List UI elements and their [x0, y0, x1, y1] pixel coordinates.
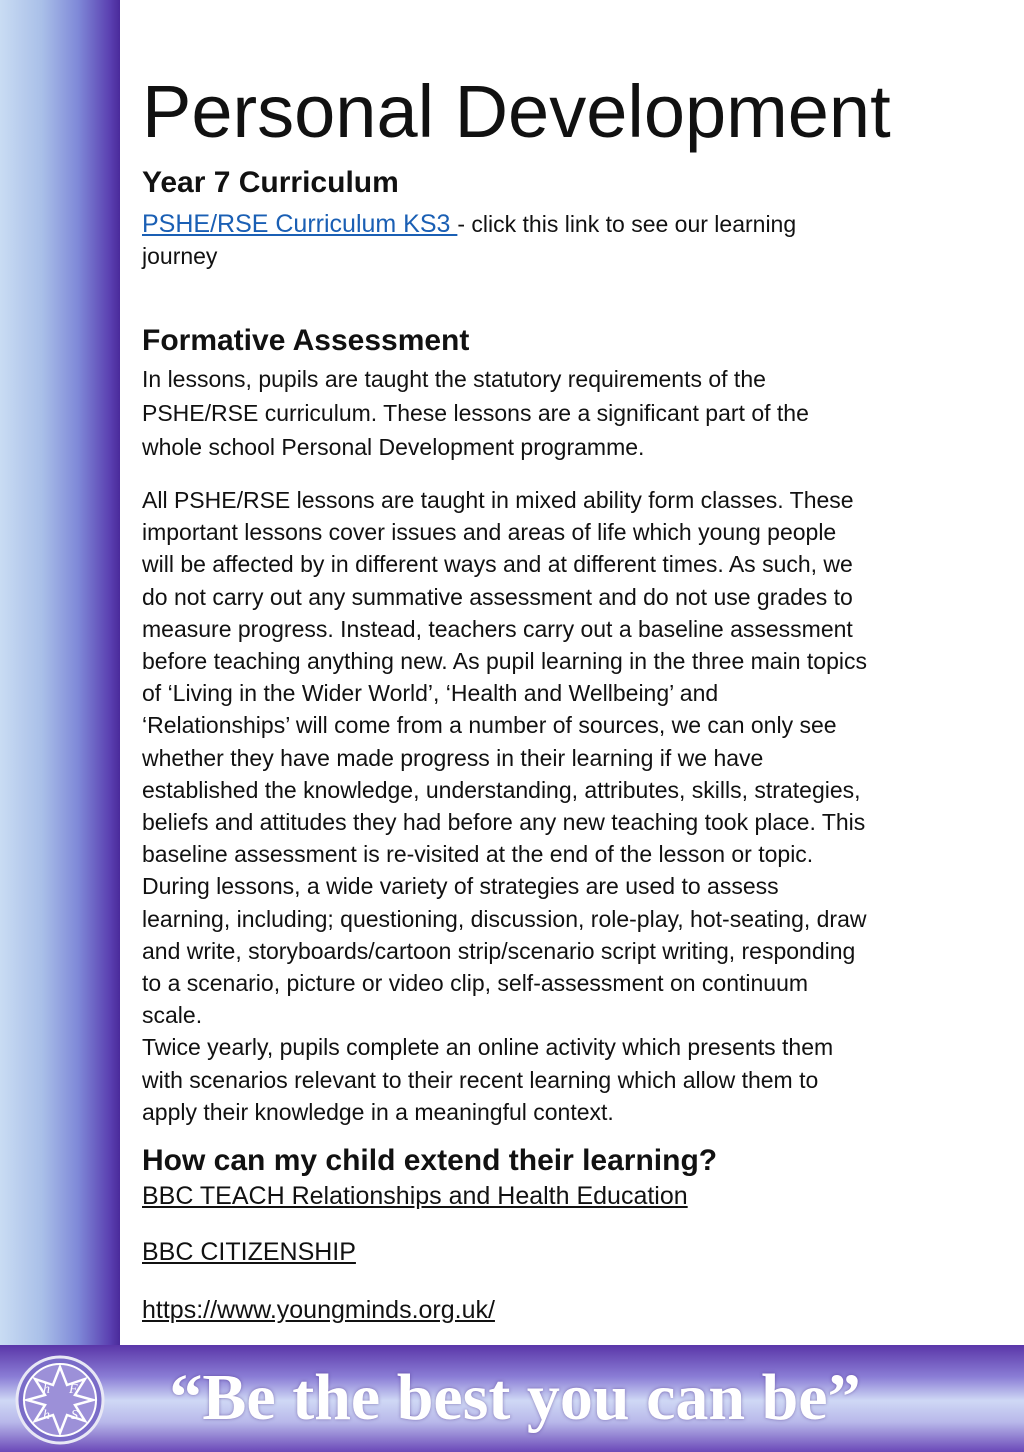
body-line: do not carry out any summative assessment and do not use grades to	[142, 583, 853, 610]
body-line: whether they have made progress in their learning if we have	[142, 744, 764, 771]
body-line: before teaching anything new. As pupil learning in the three main topics	[142, 648, 867, 675]
body-line: ‘Relationships’ will come from a number of sources, we can only see	[142, 712, 837, 739]
body-line: and write, storyboards/cartoon strip/scenario script writing, responding	[142, 937, 856, 964]
body-line: Twice yearly, pupils complete an online activity which presents them	[142, 1034, 834, 1061]
school-crest-icon	[15, 1355, 105, 1445]
page-title: Personal Development	[142, 70, 891, 153]
intro-line: In lessons, pupils are taught the statutory requirements of the	[142, 366, 766, 392]
youngminds-link[interactable]: https://www.youngminds.org.uk/	[142, 1296, 495, 1324]
extend-heading: How can my child extend their learning?	[142, 1144, 718, 1177]
body-line: to a scenario, picture or video clip, self-assessment on continuum	[142, 970, 809, 997]
body-line: of ‘Living in the Wider World’, ‘Health and Wellbeing’ and	[142, 680, 719, 707]
body-line: All PSHE/RSE lessons are taught in mixed ability form classes. These	[142, 487, 854, 513]
body-line: with scenarios relevant to their recent learning which allow them to	[142, 1066, 819, 1093]
curriculum-link-suffix: - click this link to see our learning	[457, 211, 797, 237]
body-line: important lessons cover issues and areas of life which young people	[142, 519, 837, 546]
body-line: scale.	[142, 1002, 203, 1029]
formative-body	[142, 484, 1002, 1128]
body-line: learning, including; questioning, discussion, role-play, hot-seating, draw	[142, 905, 867, 932]
curriculum-link-line	[142, 208, 1002, 272]
crest-letter: F	[69, 1382, 78, 1397]
formative-intro	[142, 362, 1002, 464]
crest-letter: h	[43, 1408, 50, 1423]
body-line: apply their knowledge in a meaningful context.	[142, 1098, 614, 1125]
year-heading: Year 7 Curriculum	[142, 166, 399, 199]
intro-line: whole school Personal Development programme.	[142, 434, 645, 460]
body-line: will be affected by in different ways and at different times. As such, we	[142, 551, 853, 578]
body-line: During lessons, a wide variety of strategies are used to assess	[142, 873, 779, 900]
intro-line: PSHE/RSE curriculum. These lessons are a significant part of the	[142, 400, 809, 426]
formative-heading: Formative Assessment	[142, 324, 470, 357]
school-motto: “Be the best you can be”	[169, 1361, 861, 1434]
curriculum-link[interactable]: PSHE/RSE Curriculum KS3	[142, 210, 458, 238]
decorative-sidebar	[0, 0, 120, 1345]
body-line: established the knowledge, understanding, attributes, skills, strategies,	[142, 776, 861, 803]
body-line: measure progress. Instead, teachers carry out a baseline assessment	[142, 615, 853, 642]
crest-letter: S	[71, 1408, 78, 1423]
body-line: baseline assessment is re-visited at the end of the lesson or topic.	[142, 841, 814, 868]
bbc-teach-link[interactable]: BBC TEACH Relationships and Health Education	[142, 1182, 688, 1210]
curriculum-link-suffix-2: journey	[142, 243, 218, 269]
bbc-citizenship-link[interactable]: BBC CITIZENSHIP	[142, 1238, 356, 1266]
crest-letter: h	[43, 1382, 50, 1397]
body-line: beliefs and attitudes they had before any new teaching took place. This	[142, 809, 866, 836]
